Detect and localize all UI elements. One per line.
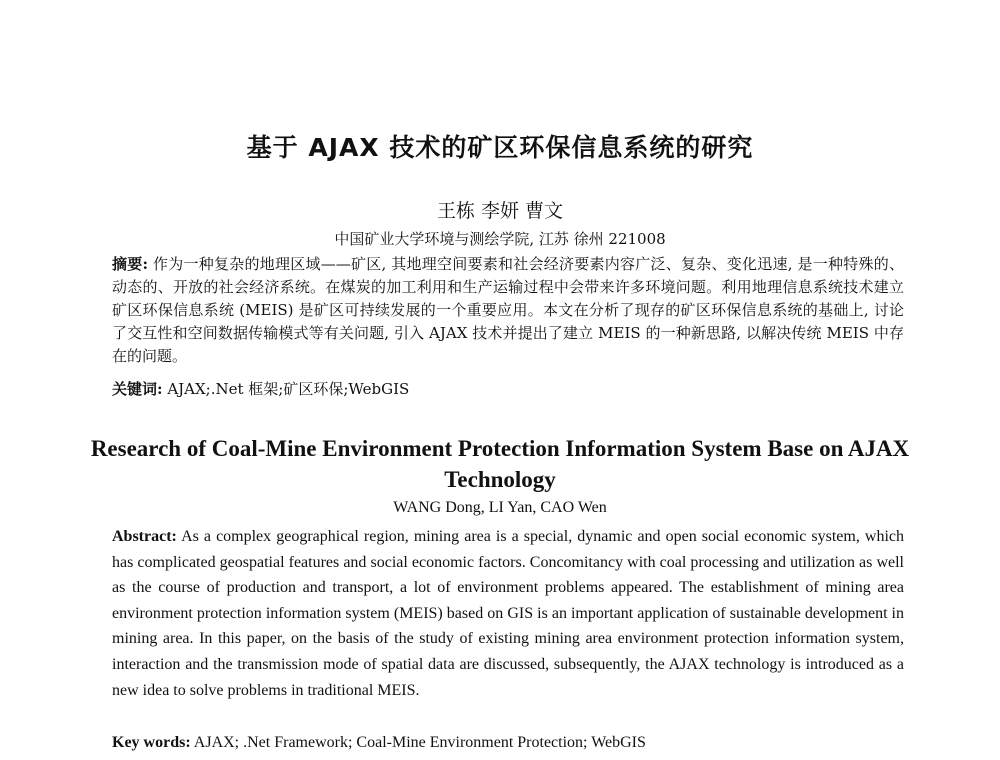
- chinese-abstract-text: 作为一种复杂的地理区域——矿区, 其地理空间要素和社会经济要素内容广泛、复杂、变化迅速, 是一种特殊的、动态的、开放的社会经济系统。在煤炭的加工利用和生产运输过程中会带来许多环境问题。利用地理信息系统技术建立矿区环保信息系统 (MEIS) 是矿区可持续发展的一个重要应用。本文在分析了现存的矿区环保信息系统的基础上, 讨论了交互性和空间数据传输模式等有关问题, 引入 AJAX 技术并提出了建立 MEIS 的一种新思路, 以解决传统 MEIS 中存在的问题。: [112, 255, 904, 365]
- english-keywords-text: AJAX; .Net Framework; Coal-Mine Environment Protection; WebGIS: [193, 734, 646, 751]
- chinese-affiliation: 中国矿业大学环境与测绘学院, 江苏 徐州 221008: [334, 230, 666, 248]
- chinese-title: 基于 AJAX 技术的矿区环保信息系统的研究: [246, 133, 754, 162]
- english-abstract-text: As a complex geographical region, mining area is a special, dynamic and open social economic system, which has complicated geospatial features and social economic factors. Concomitancy with coal processing and utilization as well as the course of production and transport, a lot of environment problems appeared. The establishment of mining area environment protection information system (MEIS) based on GIS is an important application of sustainable development in mining area. In this paper, on the basis of the study of existing mining area environment protection information system, interaction and the transmission mode of spatial data are discussed, subsequently, the AJAX technology is introduced as a new idea to solve problems in traditional MEIS.: [112, 528, 905, 699]
- english-authors: WANG Dong, LI Yan, CAO Wen: [393, 499, 607, 516]
- english-keywords-label: Key words:: [112, 734, 191, 751]
- chinese-abstract: [112, 253, 904, 368]
- english-keywords: [112, 732, 904, 754]
- english-title: Research of Coal-Mine Environment Protection Information System Base on AJAX Technology: [90, 436, 910, 492]
- chinese-authors: 王栋 李妍 曹文: [436, 200, 564, 222]
- chinese-keywords-text: AJAX;.Net 框架;矿区环保;WebGIS: [167, 380, 410, 398]
- english-abstract-label: Abstract:: [112, 528, 177, 545]
- chinese-keywords: [112, 378, 904, 401]
- chinese-abstract-label: 摘要:: [112, 255, 149, 273]
- english-abstract: [112, 524, 904, 703]
- chinese-keywords-label: 关键词:: [112, 380, 163, 398]
